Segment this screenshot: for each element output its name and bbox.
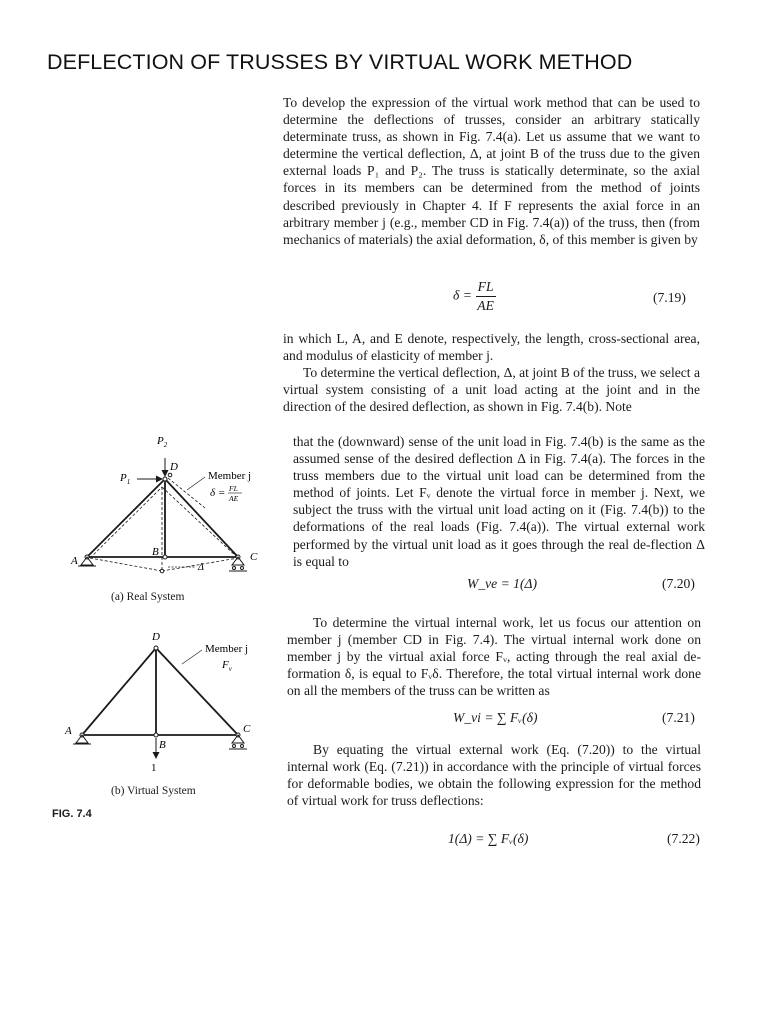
label-p1: $P_1$ bbox=[120, 472, 131, 486]
paragraph-virtual-system: To determine the vertical deflection, Δ, at joint B of the truss, we select a virtual system consisting of a unit load acting at the joint and in the direction of the desired deflection, as shown in Fig. 7.4(b). Note bbox=[283, 365, 700, 415]
label-member-j-b: Member j bbox=[205, 643, 249, 655]
paragraph-intro: To develop the expression of the virtual work method that can be used to determine the deflections of trusses, consider an arbitrary statically determinate truss, as shown in Fig. 7.4(a). Let us assume that we want to determine the vertical deflection, Δ, at joint B of the truss due to the given external loads P₁ and P₂. The truss is statically determinate, so the axial forces in its members can be determined from the method of joints described previously in Chapter 4. If F represents the axial force in an arbitrary member j (e.g., member CD in Fig. 7.4(a)) of the truss, then (from mechanics of materials) the axial deformation, δ, of this member is given by bbox=[283, 95, 700, 247]
label-joint-a-b: A bbox=[65, 725, 72, 737]
equation-number-7-20: (7.20) bbox=[662, 576, 695, 591]
figure-b-virtual-system bbox=[62, 628, 272, 778]
equation-number-7-22: (7.22) bbox=[667, 831, 700, 846]
paragraph-internal-work: To determine the virtual internal work, let us focus our attention on member j (member CD in Fig. 7.4). The virtual internal work done on member j by the virtual axial force Fᵥ, acting through the real axial de-formation δ, is equal to Fᵥδ. Therefore, the total virtual internal work done on all the members of the truss can be written as bbox=[287, 615, 701, 699]
caption-virtual-system: (b) Virtual System bbox=[111, 785, 196, 797]
truss-members-b bbox=[82, 648, 238, 735]
equation-7-19 bbox=[453, 279, 496, 314]
label-joint-d: D bbox=[170, 461, 178, 473]
equation-number-7-21: (7.21) bbox=[662, 710, 695, 725]
label-unit-load: 1 bbox=[151, 762, 157, 774]
label-joint-c: C bbox=[250, 551, 258, 563]
equation-7-21: W_vi = ∑ Fᵥ(δ) bbox=[453, 710, 538, 725]
label-member-eq-lhs: δ = bbox=[210, 487, 226, 499]
figure-a-real-system bbox=[62, 430, 272, 580]
label-p2: $P_2$ bbox=[157, 435, 168, 449]
label-joint-a: A bbox=[71, 555, 78, 567]
label-member-j-a: Member j bbox=[208, 470, 252, 482]
eq-7-19-lhs: δ = bbox=[453, 287, 472, 303]
equation-7-20: W_ve = 1(Δ) bbox=[467, 576, 537, 591]
label-member-eq-den: AE bbox=[229, 494, 239, 503]
figure-label: FIG. 7.4 bbox=[52, 808, 92, 820]
label-joint-d-b: D bbox=[152, 631, 160, 643]
label-delta: Δ bbox=[198, 562, 204, 573]
page-title: DEFLECTION OF TRUSSES BY VIRTUAL WORK METHOD bbox=[47, 50, 633, 74]
caption-real-system: (a) Real System bbox=[111, 591, 185, 603]
equation-number-7-19: (7.19) bbox=[653, 290, 686, 305]
eq-7-19-fraction bbox=[475, 279, 496, 314]
joints-b bbox=[80, 646, 240, 737]
label-joint-c-b: C bbox=[243, 723, 251, 735]
equation-7-22: 1(Δ) = ∑ Fᵥ(δ) bbox=[448, 831, 529, 846]
paragraph-definitions: in which L, A, and E denote, respectively, the length, cross-sectional area, and modulus of elasticity of member j. bbox=[283, 331, 700, 364]
paragraph-equating-work: By equating the virtual external work (Eq. (7.20)) to the virtual internal work (Eq. (7.21)) in accordance with the principle of virtual forces for deformable bodies, we obtain the following expression for the method of virtual work for truss deflections: bbox=[287, 742, 701, 809]
label-member-eq-num: FL bbox=[229, 484, 238, 493]
label-joint-b-b: B bbox=[159, 739, 166, 751]
eq-7-19-numerator: FL bbox=[476, 279, 496, 297]
eq-7-19-denominator: AE bbox=[477, 298, 494, 313]
paragraph-unit-load: that the (downward) sense of the unit load in Fig. 7.4(b) is the same as the assumed sense of the desired deflection Δ in Fig. 7.4(a). The forces in the truss members due to the virtual unit load can be determined from the method of joints. Let Fᵥ denote the virtual force in member j. Next, we subject the truss with the virtual unit load acting on it (Fig. 7.4(b)) to the deformations of the real loads (Fig. 7.4(a)). The virtual external work performed by the virtual unit load as it goes through the real de-flection Δ is equal to bbox=[293, 434, 705, 569]
label-member-force: $F_v$ bbox=[222, 659, 232, 673]
label-joint-b: B bbox=[152, 546, 159, 558]
